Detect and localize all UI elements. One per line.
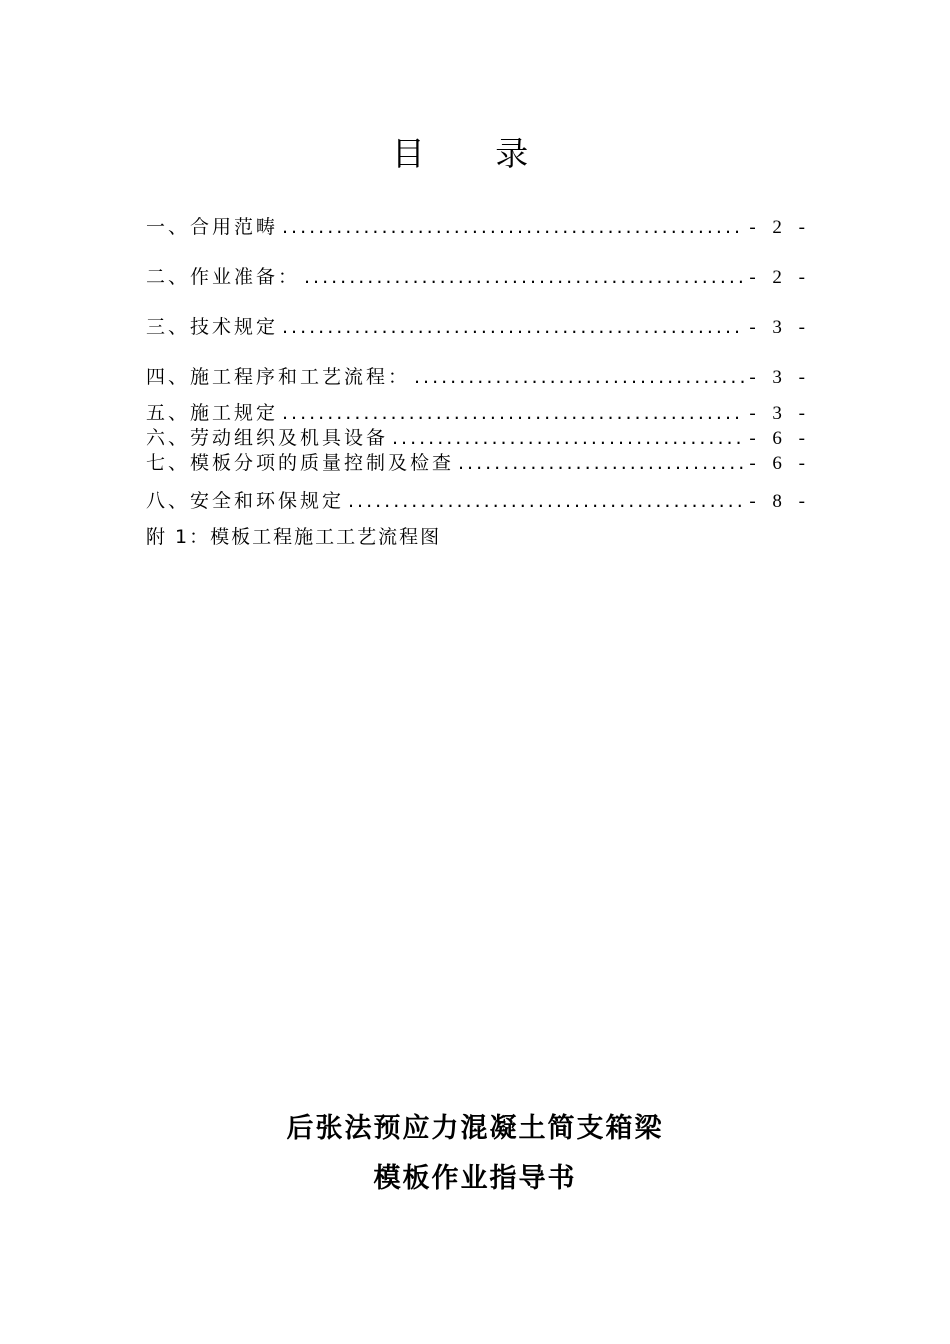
toc-entry[interactable] — [146, 423, 811, 449]
toc-entry-label: 三、技术规定 — [146, 316, 279, 338]
toc-entry[interactable] — [146, 398, 811, 424]
toc-leader-dots — [414, 366, 745, 388]
document-title-line1: 后张法预应力混凝土简支箱梁 — [286, 1113, 664, 1144]
toc-entry-label: 二、作业准备： — [146, 266, 301, 288]
toc-entry-label: 四、施工程序和工艺流程： — [146, 366, 411, 388]
toc-entry[interactable] — [146, 448, 811, 474]
toc-entry-page: - 2 - — [749, 217, 811, 238]
toc-entry[interactable] — [146, 486, 811, 512]
toc-entry[interactable] — [146, 362, 811, 388]
document-title-line2: 模板作业指导书 — [373, 1163, 577, 1194]
toc-title: 目 录 — [391, 134, 559, 173]
toc-entry-page: - 2 - — [749, 267, 811, 288]
toc-entry-page: - 6 - — [749, 453, 811, 474]
toc-entry[interactable] — [146, 312, 811, 338]
toc-entry[interactable] — [146, 212, 811, 238]
toc-leader-dots — [282, 216, 745, 238]
toc-entry-label: 八、安全和环保规定 — [146, 490, 345, 512]
toc-entry-page: - 3 - — [749, 317, 811, 338]
toc-leader-dots — [392, 427, 745, 449]
toc-leader-dots — [282, 402, 745, 424]
toc-entry-page: - 8 - — [749, 491, 811, 512]
toc-leader-dots — [458, 452, 745, 474]
toc-entry-label: 七、模板分项的质量控制及检查 — [146, 452, 455, 474]
toc-entry-page: - 6 - — [749, 428, 811, 449]
toc-entry-label: 五、施工规定 — [146, 402, 279, 424]
toc-entry-page: - 3 - — [749, 367, 811, 388]
toc-leader-dots — [348, 490, 745, 512]
toc-entry-page: - 3 - — [749, 403, 811, 424]
toc-entry-label: 六、劳动组织及机具设备 — [146, 427, 389, 449]
toc-leader-dots — [282, 316, 745, 338]
toc-entry[interactable] — [146, 262, 811, 288]
toc-entry-label: 一、合用范畴 — [146, 216, 279, 238]
toc-appendix[interactable]: 附 1：模板工程施工工艺流程图 — [146, 526, 442, 548]
toc-leader-dots — [304, 266, 745, 288]
